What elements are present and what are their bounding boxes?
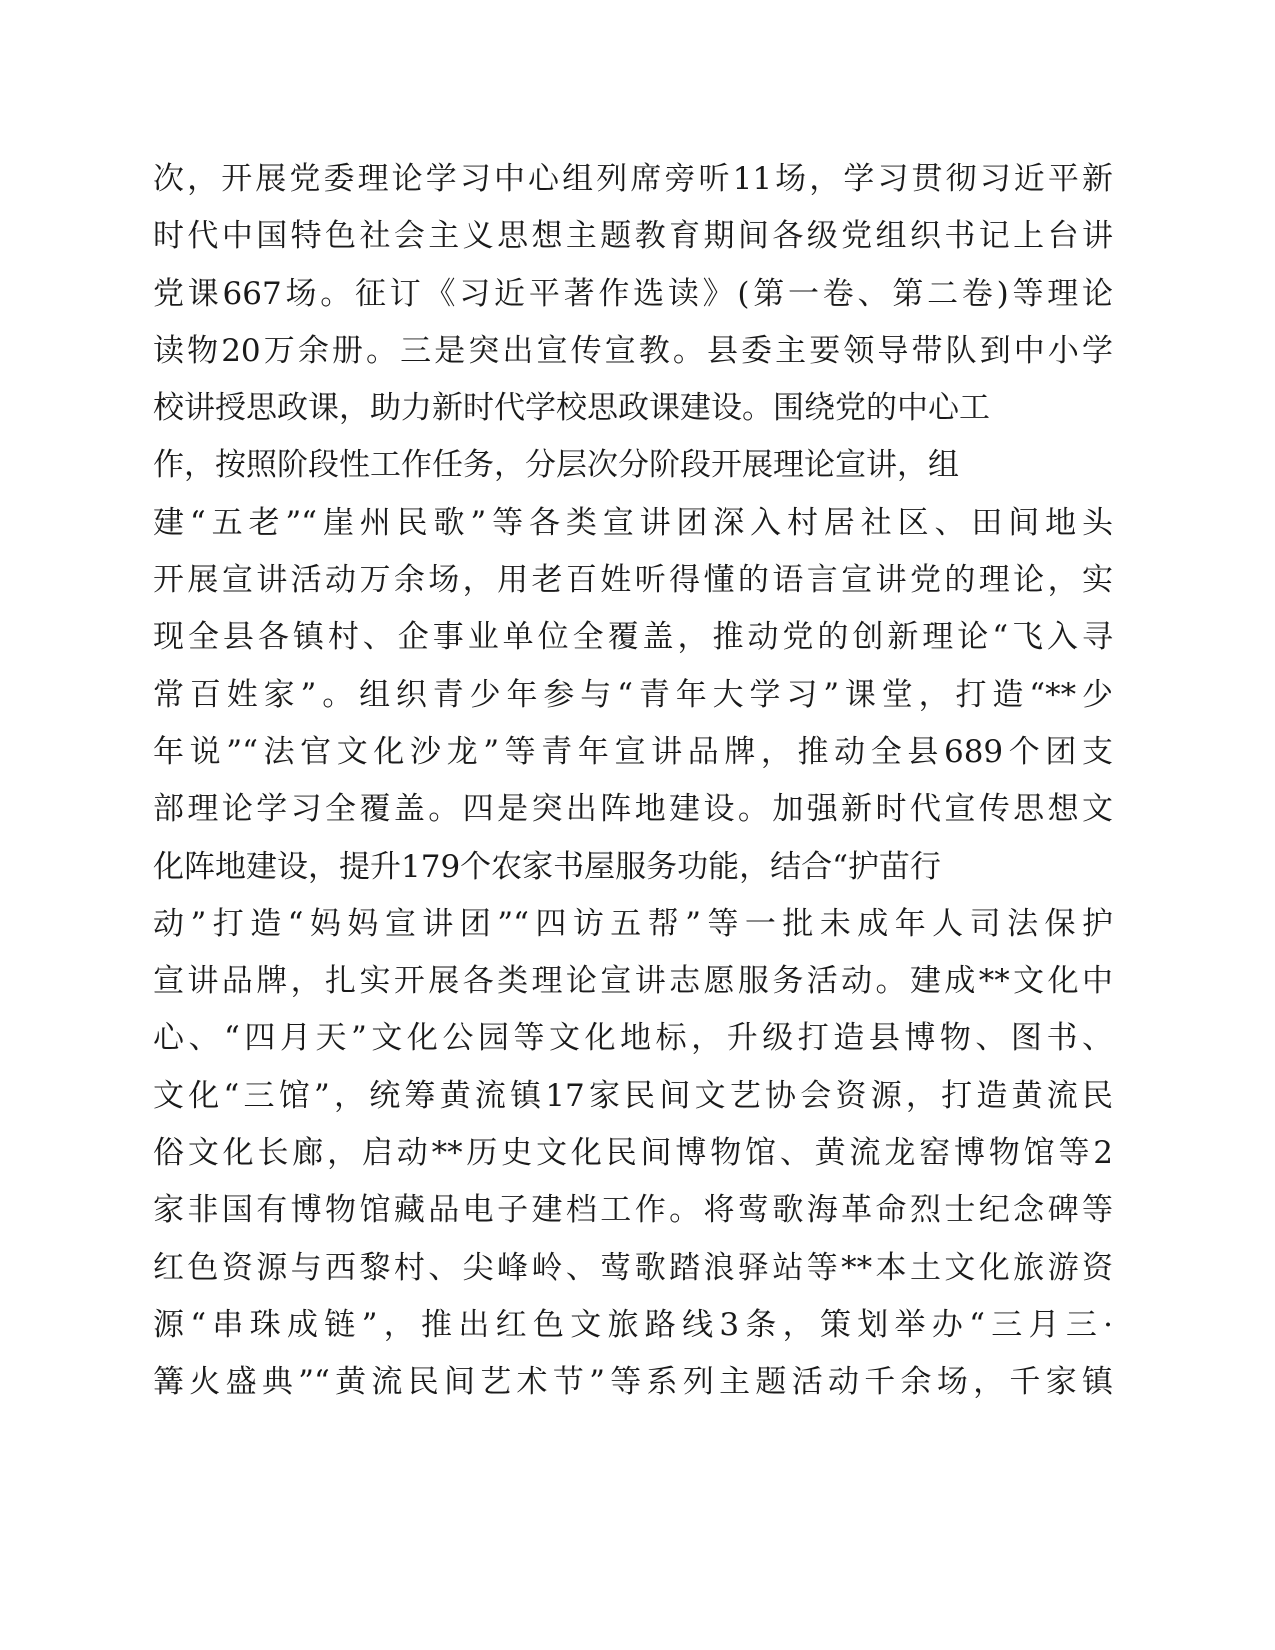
text-line: 校讲授思政课，助力新时代学校思政课建设。围绕党的中心工 <box>153 390 990 427</box>
body-paragraph <box>153 151 1113 1412</box>
text-line: 化阵地建设，提升179个农家书屋服务功能，结合“护苗行 <box>153 848 942 885</box>
text-line: 年说”“法官文化沙龙”等青年宣讲品牌，推动全县689个团支 <box>153 733 1113 770</box>
text-line: 家非国有博物馆藏品电子建档工作。将莺歌海革命烈士纪念碑等 <box>153 1192 1113 1229</box>
text-line: 党课667场。征订《习近平著作选读》(第一卷、第二卷)等理论 <box>153 275 1113 312</box>
text-line: 现全县各镇村、企事业单位全覆盖，推动党的创新理论“飞入寻 <box>153 619 1113 656</box>
text-line: 常百姓家”。组织青少年参与“青年大学习”课堂，打造“**少 <box>153 676 1113 713</box>
text-line: 部理论学习全覆盖。四是突出阵地建设。加强新时代宣传思想文 <box>153 791 1113 828</box>
text-line: 俗文化长廊，启动**历史文化民间博物馆、黄流龙窑博物馆等2 <box>153 1135 1113 1172</box>
text-line: 次，开展党委理论学习中心组列席旁听11场，学习贯彻习近平新 <box>153 161 1113 197</box>
text-line: 读物20万余册。三是突出宣传宣教。县委主要领导带队到中小学 <box>153 332 1113 369</box>
text-line: 宣讲品牌，扎实开展各类理论宣讲志愿服务活动。建成**文化中 <box>153 963 1113 1000</box>
text-line: 红色资源与西黎村、尖峰岭、莺歌踏浪驿站等**本土文化旅游资 <box>153 1249 1113 1286</box>
text-line: 建“五老”“崖州民歌”等各类宣讲团深入村居社区、田间地头 <box>153 504 1113 541</box>
text-line: 开展宣讲活动万余场，用老百姓听得懂的语言宣讲党的理论，实 <box>153 562 1113 599</box>
text-line: 源“串珠成链”，推出红色文旅路线3条，策划举办“三月三· <box>153 1306 1113 1343</box>
text-line: 作，按照阶段性工作任务，分层次分阶段开展理论宣讲，组 <box>153 447 959 484</box>
text-line: 时代中国特色社会主义思想主题教育期间各级党组织书记上台讲 <box>153 218 1113 255</box>
text-line: 心、“四月天”文化公园等文化地标，升级打造县博物、图书、 <box>153 1020 1113 1057</box>
text-line: 动”打造“妈妈宣讲团”“四访五帮”等一批未成年人司法保护 <box>153 905 1113 942</box>
text-line: 篝火盛典”“黄流民间艺术节”等系列主题活动千余场，千家镇 <box>153 1364 1113 1401</box>
text-line: 文化“三馆”，统筹黄流镇17家民间文艺协会资源，打造黄流民 <box>153 1077 1113 1114</box>
